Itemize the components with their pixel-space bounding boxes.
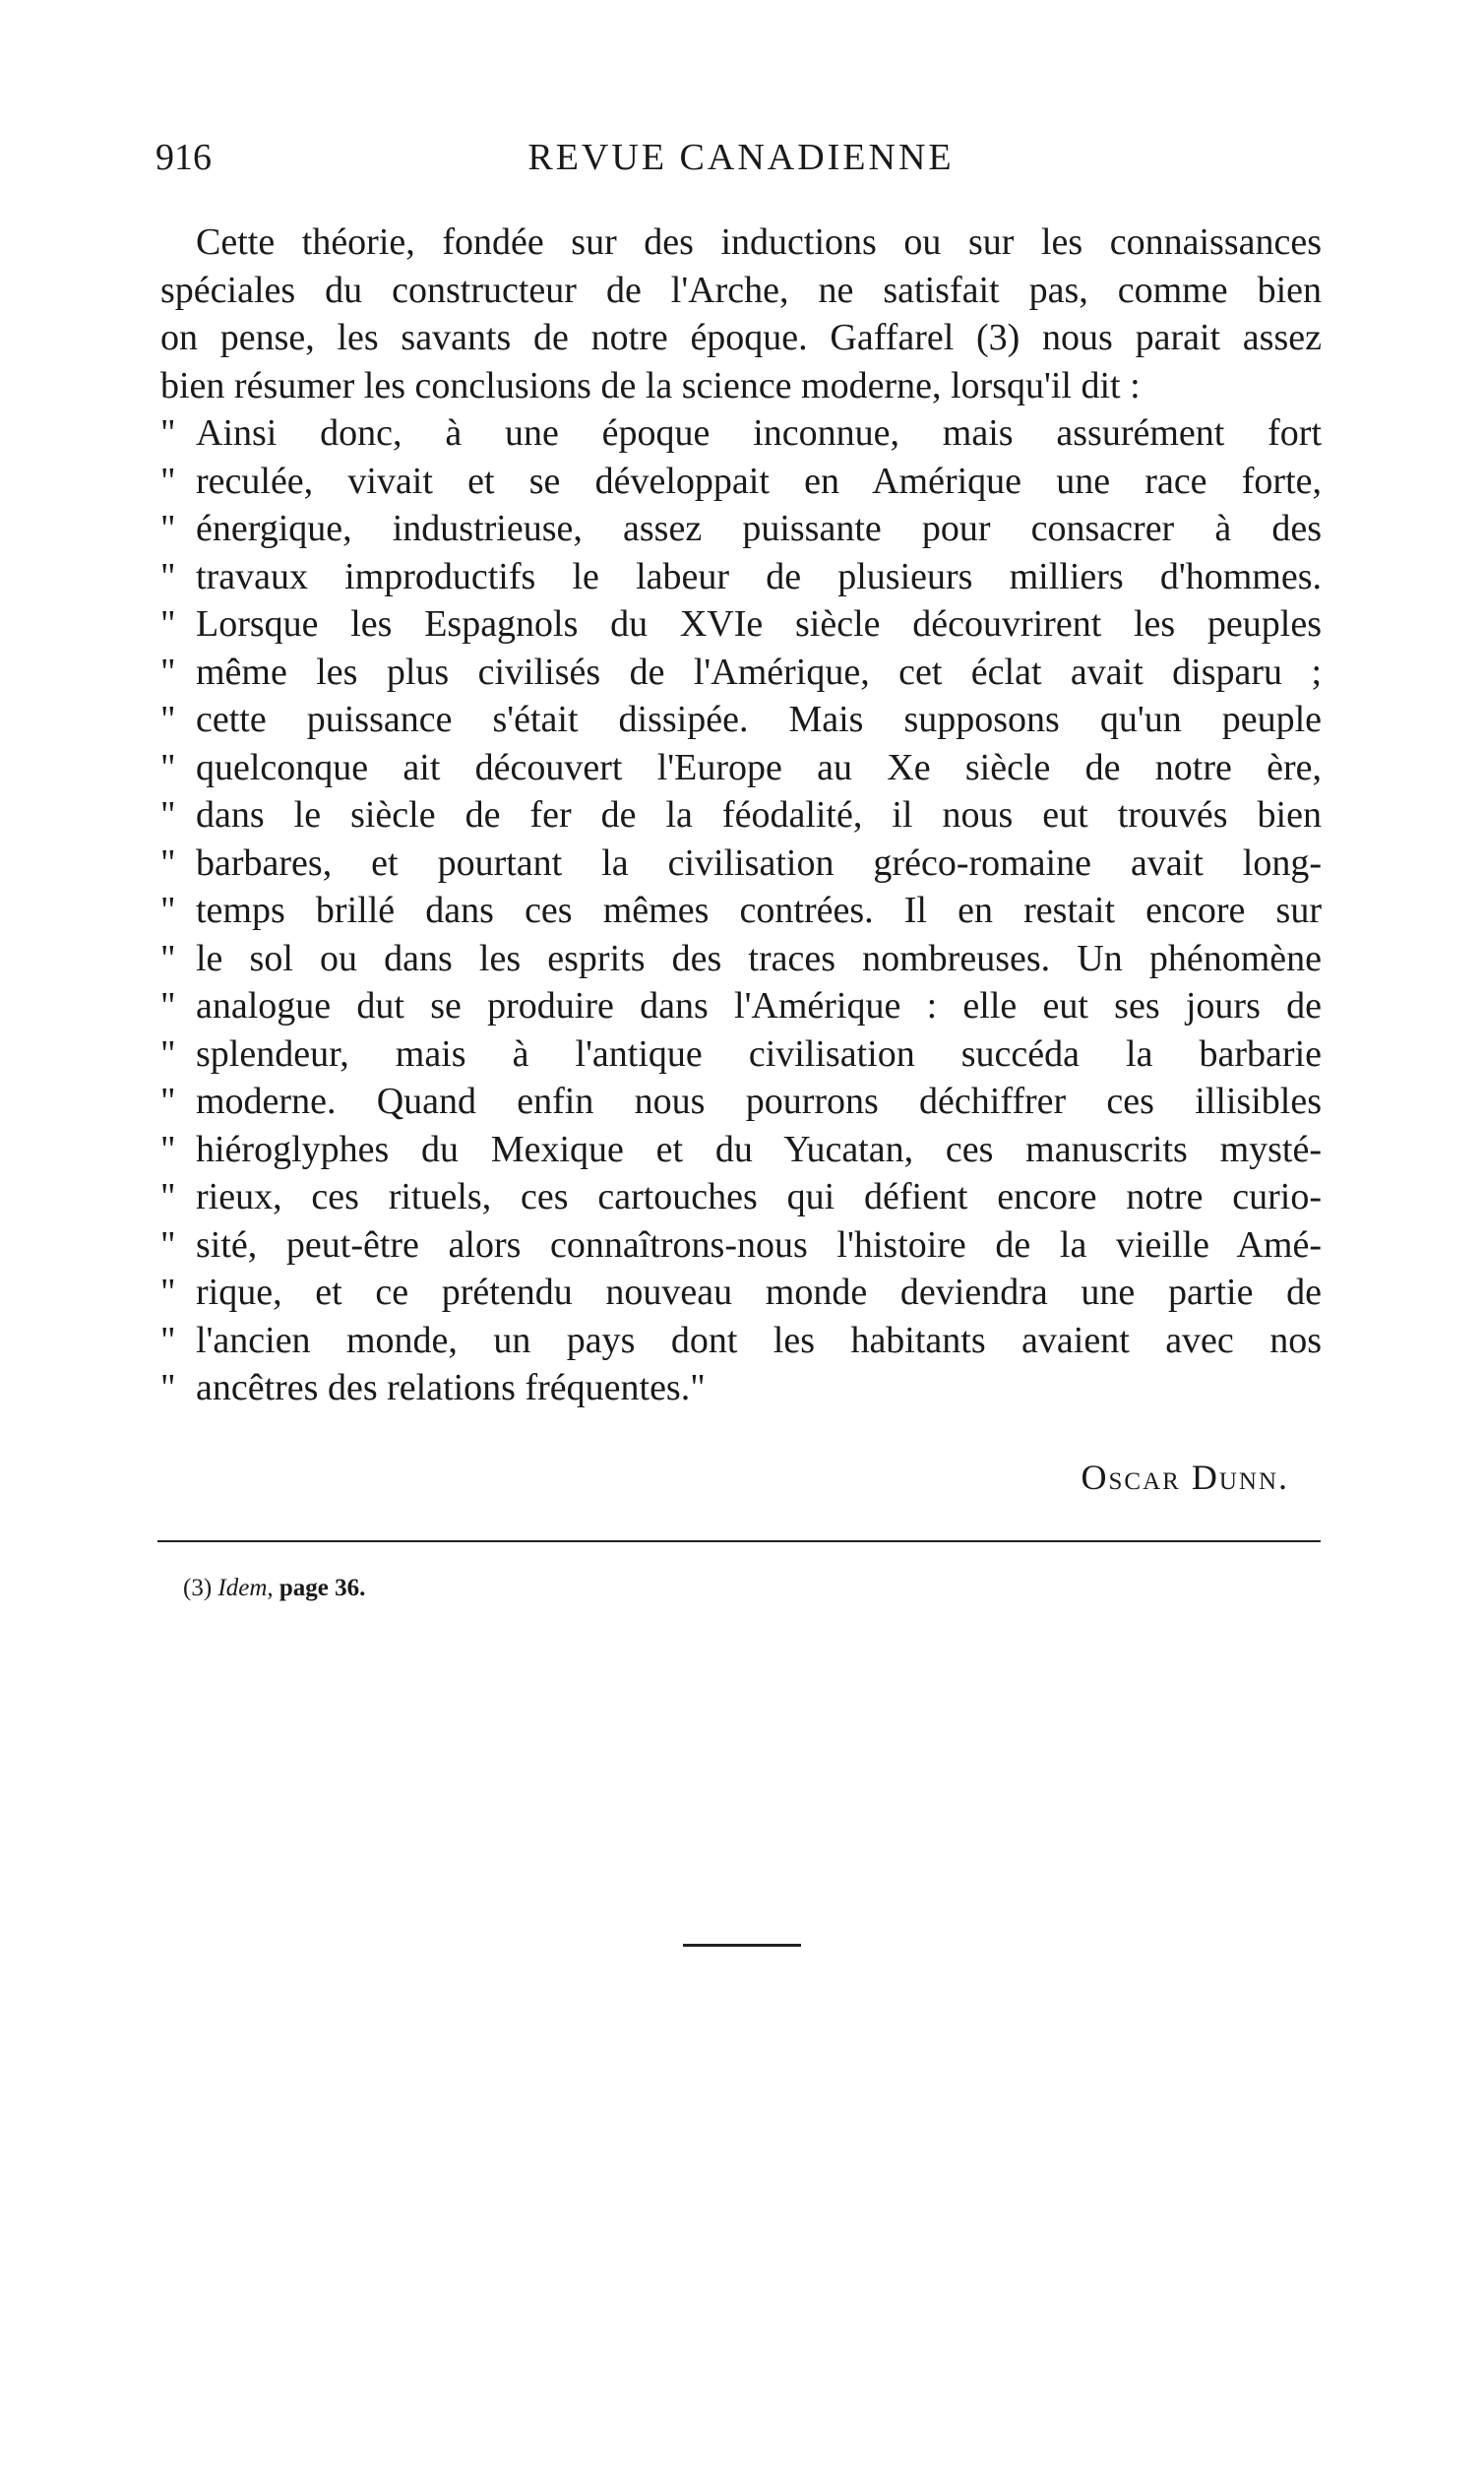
quote-text: reculée, vivait et se développait en Amérique une race forte, (196, 460, 1322, 502)
quote-line (160, 1269, 1322, 1317)
intro-paragraph (160, 218, 1322, 409)
quote-line (160, 935, 1322, 983)
quote-line (160, 744, 1322, 792)
quoted-passage (160, 409, 1322, 1412)
quote-mark: " (160, 699, 176, 740)
quote-mark: " (160, 508, 176, 549)
quote-line (160, 696, 1322, 744)
quote-mark: " (160, 412, 176, 454)
quote-line (160, 553, 1322, 601)
quote-mark: " (160, 1128, 176, 1170)
quote-line (160, 1126, 1322, 1174)
quote-text: rique, et ce prétendu nouveau monde deviendra une partie de (196, 1272, 1322, 1313)
quote-text: barbares, et pourtant la civilisation gréco-romaine avait long- (196, 841, 1322, 884)
quote-line (160, 1173, 1322, 1221)
text-line: Cette théorie, fondée sur des inductions ou sur les connaissances (196, 221, 1322, 263)
quote-line (160, 505, 1322, 553)
quote-text: travaux improductifs le labeur de plusieurs milliers d'hommes. (196, 555, 1322, 597)
footnote-marker: (3) (183, 1575, 213, 1601)
quote-line (160, 791, 1322, 840)
quote-mark: " (160, 1176, 176, 1217)
quote-line (160, 1030, 1322, 1079)
quote-text: dans le siècle de fer de la féodalité, il nous eut trouvés bien (196, 794, 1322, 836)
quote-line (160, 600, 1322, 649)
quote-mark: " (160, 1032, 176, 1075)
running-title: REVUE CANADIENNE (527, 137, 955, 178)
quote-text: cette puissance s'était dissipée. Mais supposons qu'un peuple (196, 699, 1322, 740)
quote-text: analogue dut se produire dans l'Amérique : elle eut ses jours de (196, 985, 1322, 1027)
quote-mark: " (160, 555, 176, 597)
quote-text: sité, peut-être alors connaîtrons-nous l'histoire de la vieille Amé- (196, 1223, 1322, 1266)
quote-line (160, 458, 1322, 506)
quote-mark: " (160, 1319, 176, 1361)
quote-line (160, 1364, 1322, 1412)
quote-line (160, 409, 1322, 458)
quote-line (160, 887, 1322, 935)
quote-mark: " (160, 985, 176, 1027)
quote-line (160, 1078, 1322, 1126)
footnote-divider (157, 1540, 1321, 1542)
quote-text: ancêtres des relations fréquentes." (196, 1367, 706, 1408)
author-signature: Oscar Dunn. (1081, 1458, 1289, 1497)
quote-text: énergique, industrieuse, assez puissante pour consacrer à des (196, 508, 1322, 549)
quote-line (160, 1221, 1322, 1270)
quote-line (160, 1317, 1322, 1365)
quote-mark: " (160, 1272, 176, 1313)
page-number: 916 (155, 137, 212, 178)
quote-text: l'ancien monde, un pays dont les habitants avaient avec nos (196, 1319, 1322, 1361)
quote-mark: " (160, 794, 176, 836)
quote-mark: " (160, 651, 176, 693)
quote-text: même les plus civilisés de l'Amérique, cet éclat avait disparu ; (196, 651, 1322, 693)
quote-mark: " (160, 890, 176, 931)
page-header (155, 136, 1327, 195)
quote-line (160, 649, 1322, 697)
quote-mark: " (160, 841, 176, 884)
footnote (183, 1575, 365, 1602)
quote-text: Lorsque les Espagnols du XVIe siècle découvrirent les peuples (196, 603, 1322, 645)
quote-text: Ainsi donc, à une époque inconnue, mais assurément fort (196, 412, 1322, 454)
quote-mark: " (160, 937, 176, 979)
footnote-source: Idem, (217, 1575, 274, 1601)
quote-mark: " (160, 1367, 176, 1408)
article-body (160, 218, 1322, 1412)
text-line: bien résumer les conclusions de la science moderne, lorsqu'il dit : (160, 364, 1141, 406)
end-divider (683, 1944, 801, 1947)
quote-mark: " (160, 603, 176, 645)
quote-line (160, 982, 1322, 1030)
quote-text: le sol ou dans les esprits des traces nombreuses. Un phénomène (196, 937, 1322, 979)
quote-mark: " (160, 460, 176, 502)
quote-text: temps brillé dans ces mêmes contrées. Il en restait encore sur (196, 890, 1322, 931)
quote-text: hiéroglyphes du Mexique et du Yucatan, ces manuscrits mysté- (196, 1128, 1322, 1170)
footnote-page: page 36. (278, 1575, 366, 1601)
quote-text: moderne. Quand enfin nous pourrons déchiffrer ces illisibles (196, 1081, 1322, 1122)
quote-text: quelconque ait découvert l'Europe au Xe siècle de notre ère, (196, 746, 1322, 788)
quote-text: rieux, ces rituels, ces cartouches qui défient encore notre curio- (196, 1176, 1322, 1217)
quote-mark: " (160, 1223, 176, 1266)
quote-mark: " (160, 1081, 176, 1122)
text-line: spéciales du constructeur de l'Arche, ne satisfait pas, comme bien (160, 269, 1322, 311)
quote-text: splendeur, mais à l'antique civilisation succéda la barbarie (196, 1032, 1322, 1075)
quote-mark: " (160, 746, 176, 788)
text-line: on pense, les savants de notre époque. Gaffarel (3) nous parait assez (160, 317, 1322, 358)
quote-line (160, 840, 1322, 888)
